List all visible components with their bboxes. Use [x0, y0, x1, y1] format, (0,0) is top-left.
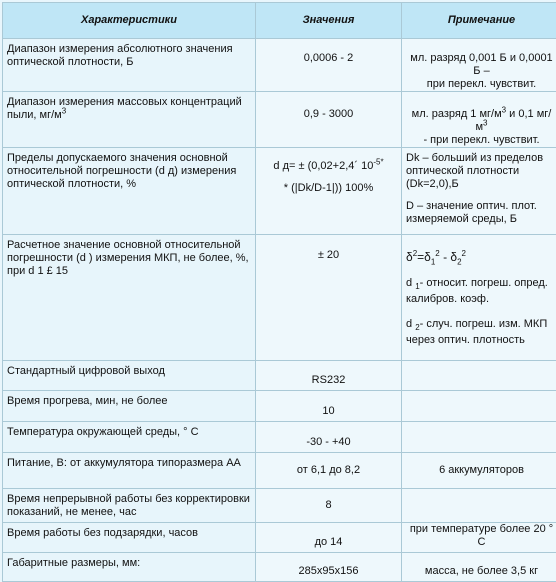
note-cell [402, 391, 556, 422]
table-row [3, 453, 556, 489]
superscript: -5* [373, 157, 383, 166]
note-cell: 6 аккумуляторов [402, 453, 556, 489]
note-text: D – значение оптич. плот. измеряемой среды, Б [406, 200, 556, 226]
table-header-row [3, 3, 556, 39]
value-cell: 285х95х156 [256, 553, 402, 582]
note-text: Dk – больший из пределов оптической плотности (Dk=2,0),Б [406, 152, 556, 191]
value-cell: 10 [256, 391, 402, 422]
value-cell [256, 148, 402, 235]
value-cell: до 14 [256, 523, 402, 553]
header-values: Значения [256, 3, 402, 39]
superscript: 3 [502, 105, 506, 114]
characteristic-cell: Время прогрева, мин, не более [3, 391, 256, 422]
table-row [3, 391, 556, 422]
note-cell: при температуре более 20 ° С [402, 523, 556, 553]
note-text: мл. разряд 0,001 Б и 0,0001 Б – [410, 52, 552, 77]
characteristic-cell: Габаритные размеры, мм: [3, 553, 256, 582]
subscript: 2 [457, 257, 461, 266]
characteristic-cell: Пределы допускаемого значения основной относительной погрешности (d д) измерения оптической плотности, % [3, 148, 256, 235]
formula-part: δ [406, 250, 413, 264]
characteristic-cell: Диапазон измерения абсолютного значения оптической плотности, Б [3, 39, 256, 92]
note-cell [402, 92, 556, 148]
characteristic-cell: Температура окружающей среды, ° С [3, 422, 256, 453]
note-part: - случ. погреш. изм. МКП через оптич. плотность [406, 318, 547, 346]
table-row [3, 148, 556, 235]
superscript: 2 [435, 249, 439, 258]
subscript: 1 [431, 257, 435, 266]
formula-text [406, 251, 556, 264]
subscript: 1 [415, 282, 419, 291]
note-text: - при перекл. чувствит. [423, 134, 539, 146]
superscript: 2 [462, 249, 466, 258]
value-cell: 8 [256, 489, 402, 523]
characteristic-cell [3, 92, 256, 148]
formula-text: * (|Dk/D-1|)) 100% [260, 182, 397, 195]
specifications-table [2, 2, 556, 582]
value-cell: 0,0006 - 2 [256, 39, 402, 92]
note-part: d [406, 277, 415, 289]
superscript: 2 [413, 249, 417, 258]
table-row [3, 361, 556, 391]
header-notes: Примечание [402, 3, 556, 39]
note-cell [402, 148, 556, 235]
note-cell [402, 422, 556, 453]
characteristic-text: Диапазон измерения массовых концентраций пыли, мг/м [7, 96, 242, 121]
note-cell [402, 39, 556, 92]
value-cell: RS232 [256, 361, 402, 391]
table-row [3, 422, 556, 453]
characteristic-cell: Питание, В: от аккумулятора типоразмера АА [3, 453, 256, 489]
table-row [3, 39, 556, 92]
characteristic-cell: Время непрерывной работы без корректировки показаний, не менее, час [3, 489, 256, 523]
value-cell: 0,9 - 3000 [256, 92, 402, 148]
characteristic-cell: Стандартный цифровой выход [3, 361, 256, 391]
subscript: 2 [415, 323, 419, 332]
note-part: - относит. погреш. опред. калибров. коэф. [406, 277, 548, 305]
table-row [3, 523, 556, 553]
table-row [3, 553, 556, 582]
formula-part: - δ [440, 250, 457, 264]
value-cell: от 6,1 до 8,2 [256, 453, 402, 489]
note-text [406, 275, 556, 307]
superscript: 3 [62, 106, 66, 115]
formula-part: =δ [417, 250, 431, 264]
header-characteristics: Характеристики [3, 3, 256, 39]
note-text: при перекл. чувствит. [427, 78, 536, 90]
note-cell [402, 361, 556, 391]
table-row [3, 489, 556, 523]
note-part: d [406, 318, 415, 330]
formula-text: d д= ± (0,02+2,4´ 10 [273, 160, 373, 172]
note-text [406, 316, 556, 348]
table-row [3, 235, 556, 361]
characteristic-cell: Расчетное значение основной относительной погрешности (d ) измерения МКП, не более, %, при d 1 £ 15 [3, 235, 256, 361]
note-cell [402, 235, 556, 361]
value-cell: -30 - +40 [256, 422, 402, 453]
note-text: и 0,1 мг/м [475, 108, 551, 133]
characteristic-cell: Время работы без подзарядки, часов [3, 523, 256, 553]
value-cell: ± 20 [256, 235, 402, 361]
superscript: 3 [483, 118, 487, 127]
table-row [3, 92, 556, 148]
note-cell: масса, не более 3,5 кг [402, 553, 556, 582]
note-cell [402, 489, 556, 523]
note-text: мл. разряд 1 мг/м [412, 108, 502, 120]
